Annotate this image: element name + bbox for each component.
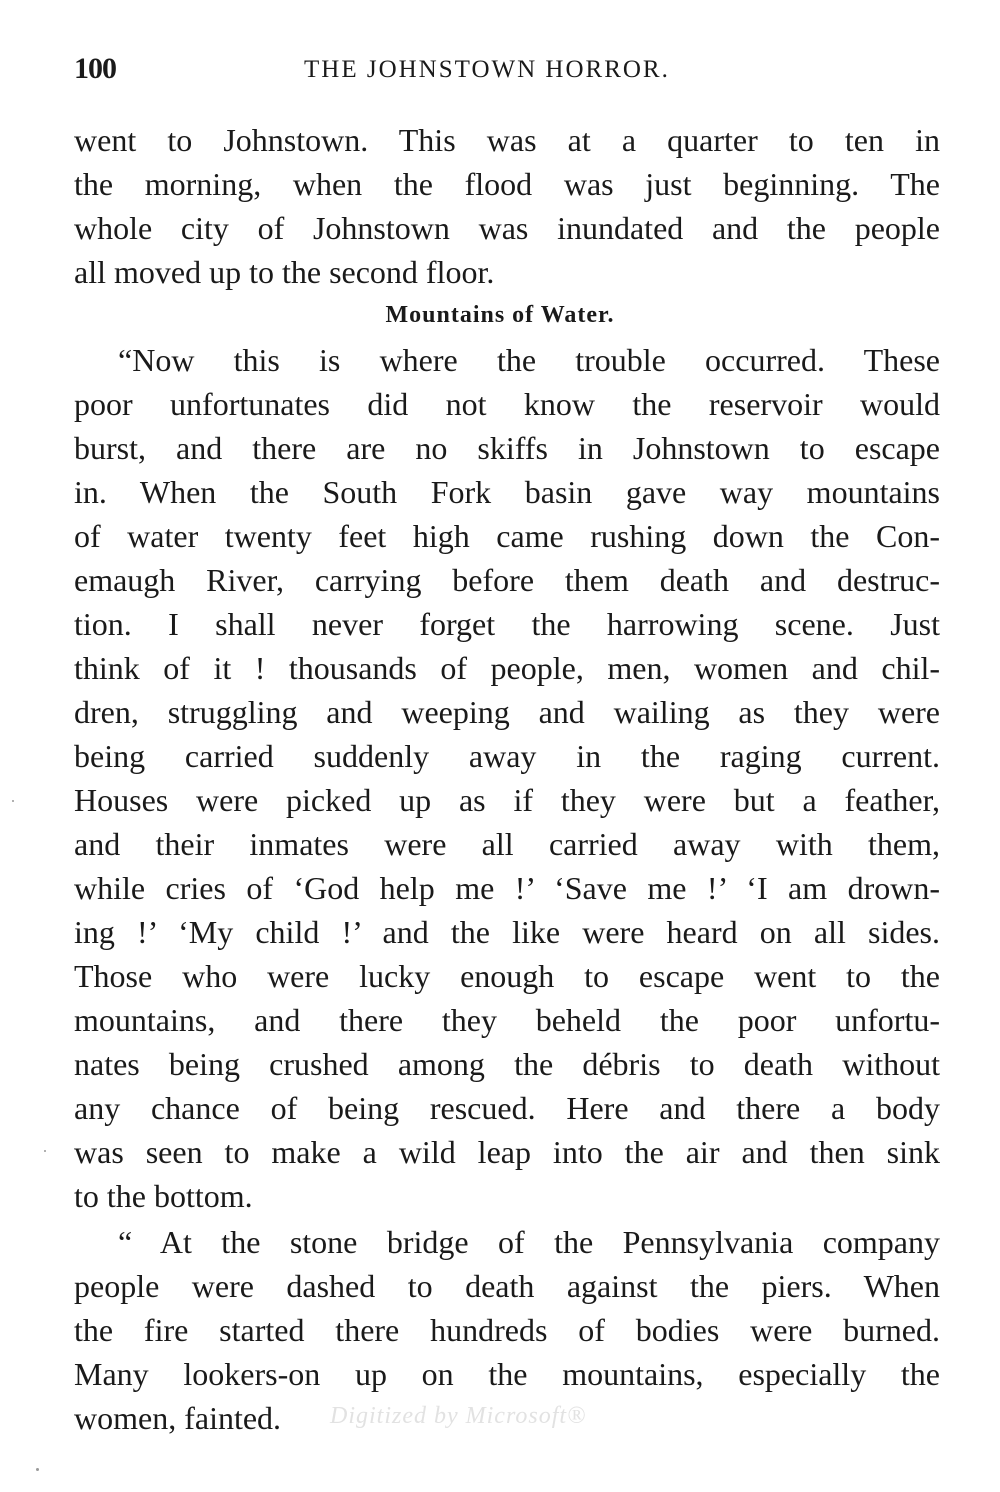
text-line: the fire started there hundreds of bodies were burned. [74,1312,940,1348]
text-line: mountains, and there they beheld the poor unfortu- [74,1002,940,1038]
scan-speck [12,800,14,802]
text-line: was seen to make a wild leap into the air and then sink [74,1134,940,1170]
scan-speck [44,1150,46,1152]
text-line: “Now this is where the trouble occurred. These [118,342,940,378]
text-line: dren, struggling and weeping and wailing as they were [74,694,940,730]
page-header [74,52,940,92]
scan-watermark: Digitized by Microsoft® [330,1403,587,1429]
section-subheading: Mountains of Water. [385,302,615,328]
text-line: emaugh River, carrying before them death and destruc- [74,562,940,598]
text-line: all moved up to the second floor. [74,254,495,290]
text-line: while cries of ‘God help me !’ ‘Save me !’ ‘I am drown- [74,870,940,906]
text-line: and their inmates were all carried away with them, [74,826,940,862]
text-line: Many lookers-on up on the mountains, especially the [74,1356,940,1392]
running-title: THE JOHNSTOWN HORROR. [304,56,670,83]
text-line: of water twenty feet high came rushing down the Con- [74,518,940,554]
scan-speck [36,1468,39,1471]
text-line: nates being crushed among the débris to death without [74,1046,940,1082]
text-line: Those who were lucky enough to escape went to the [74,958,940,994]
text-line: tion. I shall never forget the harrowing scene. Just [74,606,940,642]
text-line: went to Johnstown. This was at a quarter to ten in [74,122,940,158]
text-line: poor unfortunates did not know the reservoir would [74,386,940,422]
text-line: burst, and there are no skiffs in Johnstown to escape [74,430,940,466]
text-line: any chance of being rescued. Here and there a body [74,1090,940,1126]
text-line: to the bottom. [74,1178,253,1214]
text-line: think of it ! thousands of people, men, women and chil- [74,650,940,686]
text-line: the morning, when the flood was just beginning. The [74,166,940,202]
text-line: Houses were picked up as if they were but a feather, [74,782,940,818]
text-line: people were dashed to death against the piers. When [74,1268,940,1304]
page-number: 100 [74,52,116,85]
text-line: being carried suddenly away in the raging current. [74,738,940,774]
text-line: “ At the stone bridge of the Pennsylvania company [118,1224,940,1260]
text-line: women, fainted. [74,1400,282,1436]
text-line: in. When the South Fork basin gave way mountains [74,474,940,510]
text-line: ing !’ ‘My child !’ and the like were heard on all sides. [74,914,940,950]
text-line: whole city of Johnstown was inundated and the people [74,210,940,246]
